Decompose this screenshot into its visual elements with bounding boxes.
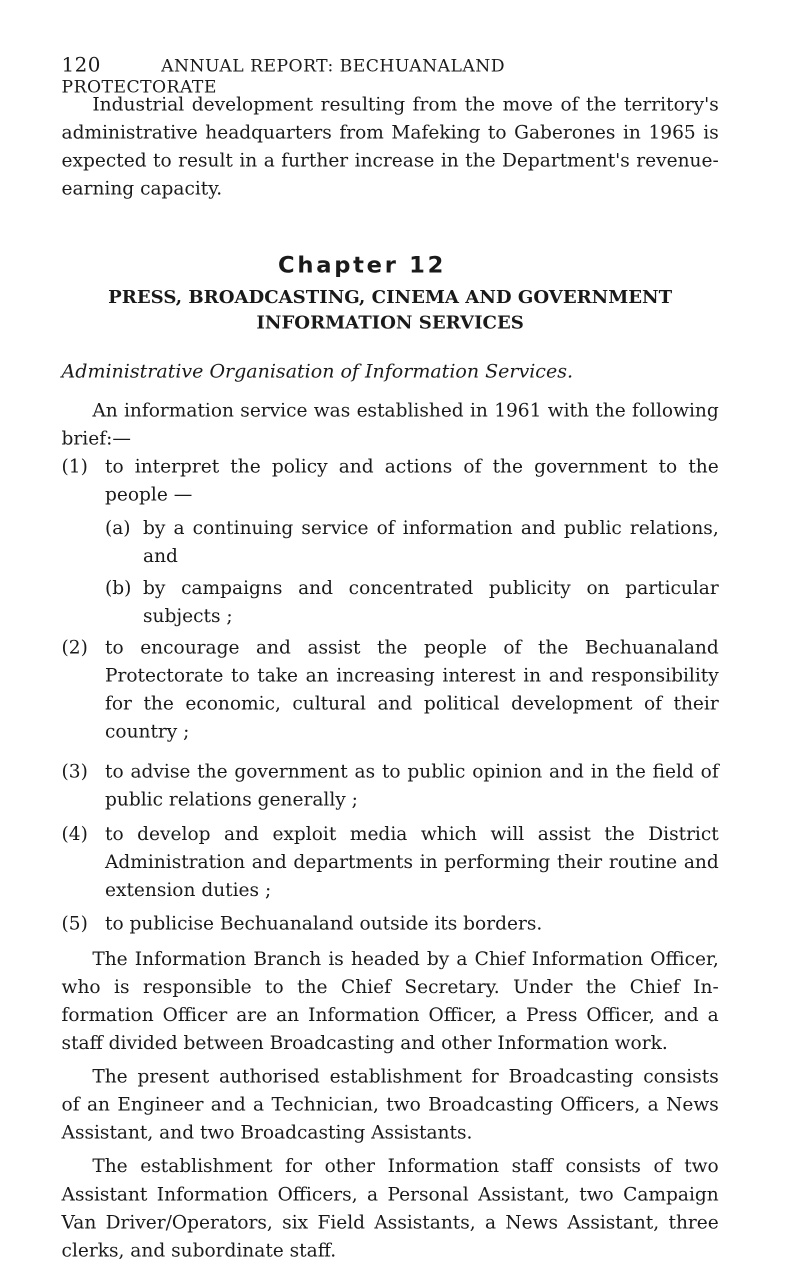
body-paragraph: The Information Branch is headed by a Chief Information Officer, who is responsible to the Chief Secretary. Under the Chief Information Officer are an Information Officer, a Press Officer, and a staff divided between Broadcasting and other Information work. xyxy=(61,947,719,1054)
list-item-label: (5) xyxy=(61,912,88,935)
list-item xyxy=(62,820,719,904)
list-item xyxy=(62,910,719,938)
list-item xyxy=(62,634,719,746)
list-item-label: (4) xyxy=(61,822,88,845)
intro-paragraph: Industrial development resulting from the move of the territory's administrative headquarters from Mafeking to Gaberones in 1965 is expected to result in a further increase in the Department's revenue-earning capacity. xyxy=(61,93,719,200)
brief-intro-paragraph: An information service was established in 1961 with the following brief:— xyxy=(61,399,719,449)
list-item-text: to publicise Bechuanaland outside its borders. xyxy=(105,912,543,935)
list-item xyxy=(105,574,719,630)
list-item-label: (a) xyxy=(105,516,131,539)
list-item-text: to encourage and assist the people of the Bechuanaland Protectorate to take an increasing interest in and responsibility for the economic, cultural and political development of their country ; xyxy=(105,636,719,743)
body-paragraph: The establishment for other Information staff consists of two Assistant Information Officers, a Personal Assistant, two Campaign Van Driver/Operators, six Field Assistants, a News Assistant, three clerks, and subordinate staff. xyxy=(61,1155,719,1261)
running-title: ANNUAL REPORT: BECHUANALAND PROTECTORATE xyxy=(61,56,505,97)
list-item xyxy=(62,453,719,509)
list-item-label: (1) xyxy=(61,455,88,478)
page-number: 120 xyxy=(61,54,101,77)
list-item-label: (2) xyxy=(61,636,88,659)
chapter-title-line-1: PRESS, BROADCASTING, CINEMA AND GOVERNMENT xyxy=(108,286,673,308)
chapter-title xyxy=(62,284,719,335)
list-item-label: (b) xyxy=(105,576,132,599)
list-item-text: by campaigns and concentrated publicity on particular subjects ; xyxy=(143,576,719,627)
list-item-text: to interpret the policy and actions of the government to the people — xyxy=(105,455,719,506)
body-paragraph: The present authorised establishment for Broadcasting consists of an Engineer and a Technician, two Broadcasting Officers, a News Assistant, and two Broadcasting Assistants. xyxy=(61,1065,719,1144)
list-item-text: by a continuing service of information and public relations, and xyxy=(143,516,719,567)
list-item xyxy=(62,758,719,814)
section-heading: Administrative Organisation of Information Services. xyxy=(61,360,574,382)
list-item xyxy=(105,514,719,570)
list-item-text: to develop and exploit media which will assist the District Administration and departments in performing their routine and extension duties ; xyxy=(105,822,719,901)
chapter-label: Chapter 12 xyxy=(278,251,447,278)
list-item-text: to advise the government as to public opinion and in the field of public relations generally ; xyxy=(105,760,719,811)
list-item-label: (3) xyxy=(61,760,88,783)
chapter-title-line-2: INFORMATION SERVICES xyxy=(256,311,524,334)
